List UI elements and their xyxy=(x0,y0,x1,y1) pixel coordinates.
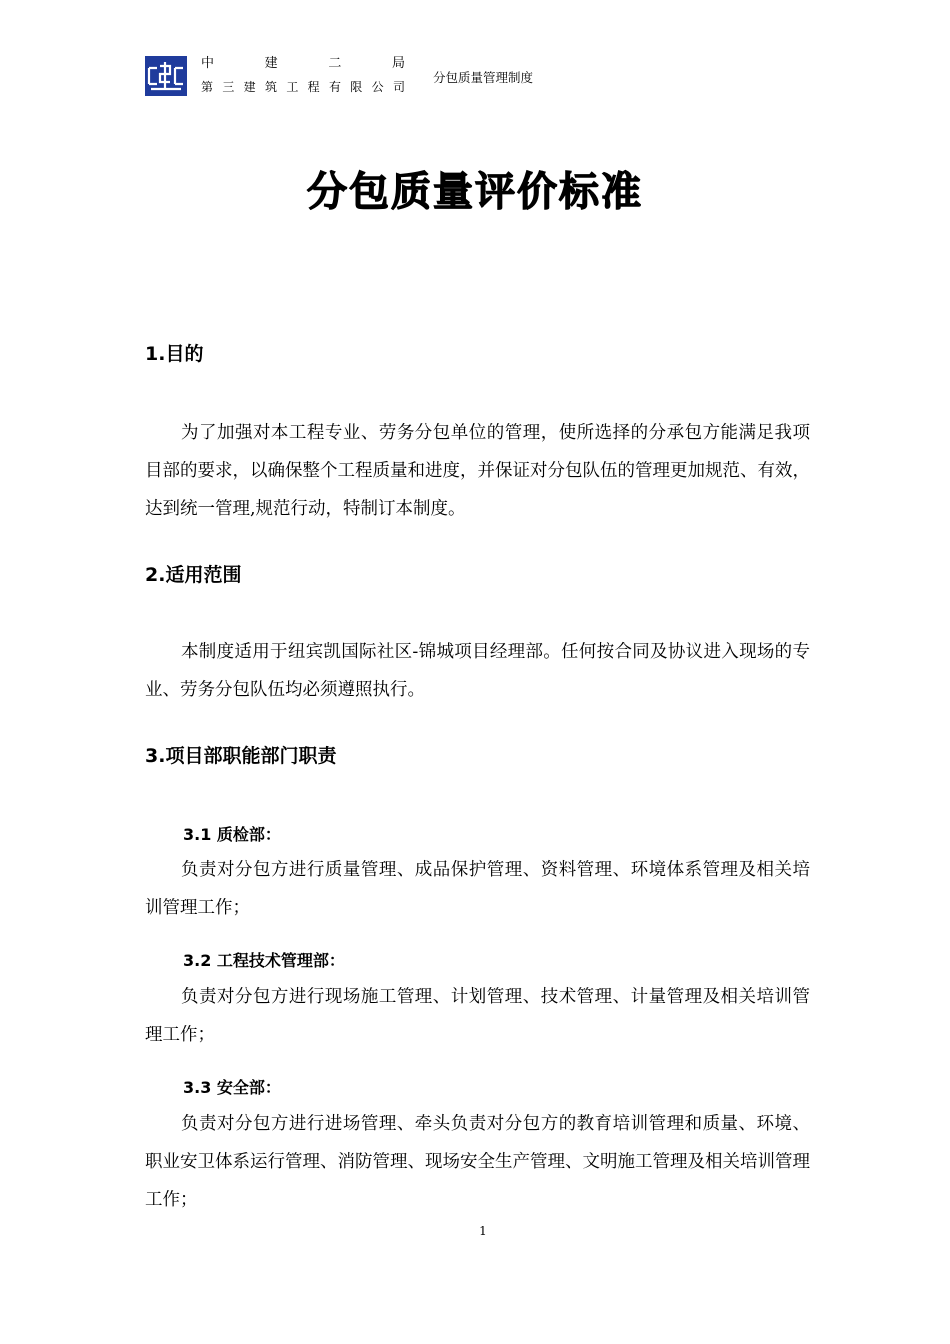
section-purpose-body xyxy=(145,414,810,528)
page-title: 分包质量评价标准 xyxy=(307,169,643,215)
subsection-heading: 3.2 工程技术管理部： xyxy=(183,951,345,970)
cscec-logo-icon xyxy=(145,56,187,96)
section-heading: 2.适用范围 xyxy=(145,564,242,586)
paragraph: 为了加强对本工程专业、劳务分包单位的管理，使所选择的分承包方能满足我项目部的要求，以确保整个工程质量和进度，并保证对分包队伍的管理更加规范、有效，达到统一管理,规范行动，特制订本制度。 xyxy=(145,423,810,519)
subsection-heading: 3.1 质检部： xyxy=(183,825,281,844)
page-number: 1 xyxy=(479,1224,487,1238)
section-responsibilities xyxy=(145,743,810,769)
subsection-heading: 3.3 安全部： xyxy=(183,1078,281,1097)
section-scope-body xyxy=(145,633,810,709)
company-name xyxy=(201,54,411,97)
subsection-engineering-dept xyxy=(145,949,810,973)
subsection-engineering-dept-body xyxy=(145,978,810,1054)
section-scope xyxy=(145,562,810,588)
subsection-safety-dept-body xyxy=(145,1105,810,1219)
subsection-safety-dept xyxy=(145,1076,810,1100)
company-name-line2: 第 三 建 筑 工 程 有 限 公 司 xyxy=(201,80,405,94)
subsection-quality-dept-body xyxy=(145,851,810,927)
paragraph: 负责对分包方进行进场管理、牵头负责对分包方的教育培训管理和质量、环境、职业安卫体系运行管理、消防管理、现场安全生产管理、文明施工管理及相关培训管理工作； xyxy=(145,1114,810,1210)
paragraph: 本制度适用于纽宾凯国际社区-锦城项目经理部。任何按合同及协议进入现场的专业、劳务分包队伍均必须遵照执行。 xyxy=(145,642,810,700)
paragraph: 负责对分包方进行现场施工管理、计划管理、技术管理、计量管理及相关培训管理工作； xyxy=(145,987,810,1045)
company-name-line1: 中 建 二 局 xyxy=(201,56,405,71)
page-header xyxy=(145,54,805,98)
header-document-name: 分包质量管理制度 xyxy=(433,70,534,85)
section-heading: 1.目的 xyxy=(145,343,204,365)
company-logo xyxy=(145,56,187,96)
paragraph: 负责对分包方进行质量管理、成品保护管理、资料管理、环境体系管理及相关培训管理工作； xyxy=(145,860,810,918)
section-heading: 3.项目部职能部门职责 xyxy=(145,745,337,767)
subsection-quality-dept xyxy=(145,823,810,847)
section-purpose xyxy=(145,341,810,367)
